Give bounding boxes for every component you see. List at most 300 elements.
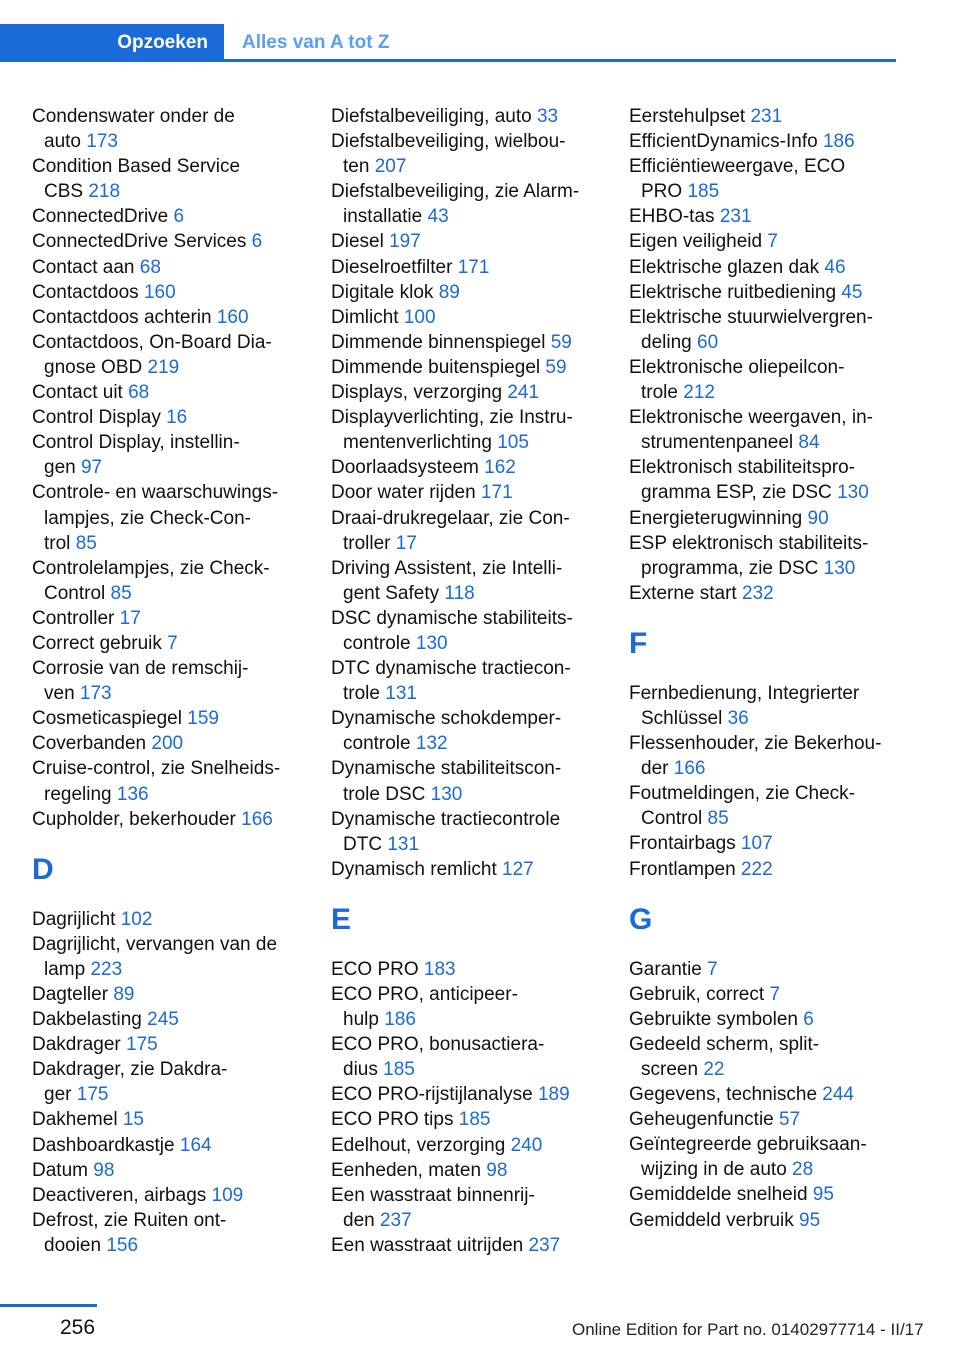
entry-line — [629, 1009, 814, 1030]
index-entry — [629, 255, 909, 280]
page-reference-link[interactable]: 162 — [484, 457, 516, 479]
entry-line — [331, 1235, 560, 1256]
index-entry — [32, 1107, 312, 1132]
entry-line — [32, 1233, 312, 1258]
entry-line — [32, 531, 312, 556]
entry-line — [32, 1034, 158, 1055]
entry-continuation: den — [343, 1209, 375, 1231]
entry-line — [32, 608, 141, 629]
index-entry — [32, 330, 312, 380]
entry-continuation: trole — [641, 382, 678, 404]
index-entry — [629, 506, 909, 531]
page-reference-link[interactable]: 105 — [497, 432, 529, 454]
entry-line — [331, 231, 421, 252]
entry-continuation: gent Safety — [343, 582, 440, 604]
entry-line — [331, 1160, 507, 1181]
page-reference-link[interactable]: 189 — [537, 1084, 570, 1106]
entry-line — [32, 1185, 243, 1206]
entry-term: Defrost, zie Ruiten ont- — [32, 1209, 227, 1231]
page-reference-link[interactable]: 186 — [822, 131, 855, 153]
entry-line — [331, 382, 539, 403]
entry-continuation: DTC — [343, 833, 383, 855]
entry-line — [32, 455, 312, 480]
entry-term: Energieterugwinning — [629, 507, 803, 529]
entry-term: Gedeeld scherm, split- — [629, 1033, 820, 1055]
page-reference-link[interactable]: 28 — [792, 1159, 814, 1181]
entry-line — [629, 756, 909, 781]
entry-term: EHBO-tas — [629, 206, 715, 228]
page-number: 256 — [60, 1316, 96, 1339]
entry-term: Elektrische glazen dak — [629, 256, 820, 278]
index-entry — [629, 229, 909, 254]
page-reference-link[interactable]: 59 — [550, 331, 572, 353]
entry-line — [331, 531, 611, 556]
index-entry — [331, 556, 611, 606]
entry-line — [32, 708, 219, 729]
page-reference-link[interactable]: 222 — [740, 858, 773, 880]
tab-alles-label: Alles van A tot Z — [242, 32, 390, 53]
footer-edition: Online Edition for Part no. 01402977714 - II/17 — [572, 1320, 924, 1339]
entry-line — [629, 1057, 909, 1082]
page-reference-link[interactable]: 173 — [79, 683, 112, 705]
entry-term: Dynamisch remlicht — [331, 858, 497, 880]
index-column-2 — [331, 104, 611, 1258]
page-reference-link[interactable]: 241 — [507, 382, 540, 404]
entry-line — [32, 957, 312, 982]
page-reference-link[interactable]: 85 — [707, 808, 729, 830]
page-reference-link[interactable]: 118 — [444, 582, 475, 604]
page-reference-link[interactable]: 97 — [80, 457, 103, 479]
entry-term: Dimmende binnenspiegel — [331, 331, 546, 353]
page-reference-link[interactable]: 166 — [241, 808, 273, 830]
entry-term: Dynamische tractiecontrole — [331, 808, 561, 830]
page-reference-link[interactable]: 7 — [707, 958, 718, 980]
entry-line — [331, 482, 513, 503]
entry-term: Diefstalbeveiliging, auto — [331, 106, 532, 127]
entry-line — [331, 204, 611, 229]
entry-term: Gegevens, technische — [629, 1084, 818, 1106]
index-entry — [32, 430, 312, 480]
page-reference-link[interactable]: 43 — [427, 206, 449, 228]
index-entry — [331, 656, 611, 706]
entry-term: Dashboardkastje — [32, 1134, 175, 1156]
page-reference-link[interactable]: 231 — [750, 106, 783, 127]
entry-line — [32, 1160, 114, 1181]
entry-continuation: strumentenpaneel — [641, 432, 794, 454]
index-entry — [32, 305, 312, 330]
page-reference-link[interactable]: 98 — [486, 1159, 508, 1181]
entry-term: Een wasstraat uitrijden — [331, 1234, 524, 1256]
index-entry — [32, 229, 312, 254]
page-reference-link[interactable]: 185 — [687, 181, 720, 203]
page-reference-link[interactable]: 89 — [438, 281, 460, 303]
page-reference-link[interactable]: 130 — [430, 783, 463, 805]
index-entry — [32, 731, 312, 756]
index-entry — [331, 807, 611, 857]
index-entry — [629, 781, 909, 831]
index-entry — [331, 982, 611, 1032]
entry-line — [629, 380, 909, 405]
entry-line — [331, 1135, 542, 1156]
tab-alles-van-a-tot-z[interactable] — [224, 24, 896, 62]
page-reference-link[interactable]: 68 — [139, 256, 161, 278]
entry-continuation: trole DSC — [343, 783, 426, 805]
tab-opzoeken[interactable] — [0, 24, 224, 62]
page-reference-link[interactable]: 33 — [536, 106, 559, 127]
entry-line — [629, 131, 855, 152]
page-reference-link[interactable]: 15 — [122, 1109, 144, 1131]
entry-continuation: regeling — [44, 783, 112, 805]
entry-term: Elektronische weergaven, in- — [629, 407, 873, 429]
entry-line — [629, 859, 773, 880]
entry-term: Dimlicht — [331, 306, 399, 328]
entry-line — [32, 129, 312, 154]
entry-continuation: programma, zie DSC — [641, 557, 819, 579]
index-entry — [32, 1057, 312, 1107]
entry-term: ECO PRO, bonusactiera- — [331, 1034, 545, 1056]
index-entry — [32, 1032, 312, 1057]
entry-continuation: ten — [343, 156, 370, 178]
entry-line — [32, 231, 262, 252]
index-entry — [331, 330, 611, 355]
entry-line — [331, 681, 611, 706]
index-entry — [331, 1233, 611, 1258]
entry-line — [629, 282, 862, 303]
page-reference-link[interactable]: 219 — [147, 356, 180, 378]
page-reference-link[interactable]: 45 — [841, 281, 863, 303]
entry-line — [629, 430, 909, 455]
entry-continuation: deling — [641, 331, 692, 353]
index-entry — [629, 129, 909, 154]
page-reference-link[interactable]: 132 — [415, 733, 448, 755]
page-reference-link[interactable]: 85 — [110, 582, 132, 604]
entry-line — [629, 833, 773, 854]
entry-term: Elektronische oliepeilcon- — [629, 356, 845, 378]
page-reference-link[interactable]: 59 — [545, 356, 567, 378]
page-reference-link[interactable]: 6 — [173, 206, 185, 228]
page-reference-link[interactable]: 100 — [403, 306, 436, 328]
page-reference-link[interactable]: 136 — [116, 783, 149, 805]
entry-line — [32, 984, 134, 1005]
index-entry — [32, 1133, 312, 1158]
page-reference-link[interactable]: 7 — [767, 231, 778, 253]
entry-line — [629, 330, 909, 355]
page-reference-link[interactable]: 171 — [480, 482, 513, 504]
entry-term: Dagrijlicht — [32, 908, 116, 930]
page-reference-link[interactable]: 237 — [379, 1209, 412, 1231]
entry-term: Dakdrager, zie Dakdra- — [32, 1059, 228, 1081]
entry-term: Fernbedienung, Integrierter — [629, 682, 860, 704]
index-entry — [629, 1208, 909, 1233]
entry-line — [32, 257, 161, 278]
index-entry — [32, 807, 312, 832]
index-entry — [331, 229, 611, 254]
page-reference-link[interactable]: 6 — [251, 231, 263, 253]
index-entry — [331, 104, 611, 129]
entry-term: Gebruik, correct — [629, 983, 765, 1005]
index-entry — [629, 1107, 909, 1132]
entry-term: Displays, verzorging — [331, 382, 503, 404]
index-entry — [331, 506, 611, 556]
entry-term: Eigen veiligheid — [629, 231, 763, 253]
index-entry — [629, 1182, 909, 1207]
page-reference-link[interactable]: 17 — [395, 532, 417, 554]
entry-term: Edelhout, verzorging — [331, 1134, 506, 1156]
page-reference-link[interactable]: 84 — [798, 432, 820, 454]
index-entry — [32, 204, 312, 229]
page-reference-link[interactable]: 185 — [458, 1109, 491, 1131]
index-entry — [629, 455, 909, 505]
entry-line — [629, 583, 774, 604]
index-entry — [629, 405, 909, 455]
index-entry — [32, 982, 312, 1007]
index-entry — [32, 631, 312, 656]
entry-line — [629, 179, 909, 204]
page-reference-link[interactable]: 166 — [673, 758, 706, 780]
entry-term: Displayverlichting, zie Instru- — [331, 407, 573, 429]
page-reference-link[interactable]: 127 — [502, 858, 534, 880]
page-reference-link[interactable]: 90 — [807, 507, 829, 529]
page-reference-link[interactable]: 130 — [823, 557, 856, 579]
entry-line — [331, 731, 611, 756]
entry-term: ECO PRO-rijstijlanalyse — [331, 1084, 533, 1106]
page-reference-link[interactable]: 237 — [528, 1234, 561, 1256]
entry-continuation: wijzing in de auto — [641, 1159, 787, 1181]
entry-continuation: lampjes, zie Check-Con- — [44, 507, 251, 529]
entry-term: ECO PRO, anticipeer- — [331, 984, 518, 1005]
page-reference-link[interactable]: 130 — [415, 632, 448, 654]
page-reference-link[interactable]: 7 — [769, 983, 781, 1005]
index-entry — [32, 154, 312, 204]
page-reference-link[interactable]: 7 — [167, 632, 178, 654]
page-reference-link[interactable]: 160 — [216, 306, 249, 328]
entry-line — [331, 282, 460, 303]
entry-continuation: lamp — [44, 958, 86, 980]
entry-line — [32, 206, 184, 227]
entry-term: Deactiveren, airbags — [32, 1184, 207, 1206]
index-entry — [629, 531, 909, 581]
entry-continuation: gen — [44, 457, 76, 479]
entry-continuation: controle — [343, 733, 411, 755]
index-entry — [629, 831, 909, 856]
page-reference-link[interactable]: 185 — [383, 1059, 415, 1081]
entry-term: Dakdrager — [32, 1034, 121, 1056]
entry-line — [331, 1109, 490, 1130]
entry-term: Garantie — [629, 958, 702, 980]
entry-term: Dagrijlicht, vervangen van de — [32, 933, 278, 955]
index-column-3 — [629, 104, 909, 1233]
entry-term: DTC dynamische tractiecon- — [331, 658, 571, 680]
section-letter: E — [331, 902, 352, 936]
entry-line — [32, 382, 149, 403]
index-entry — [32, 606, 312, 631]
page-reference-link[interactable]: 160 — [143, 281, 176, 303]
index-entry — [629, 355, 909, 405]
index-entry — [629, 280, 909, 305]
entry-line — [629, 556, 909, 581]
entry-term: Flessenhouder, zie Bekerhou- — [629, 733, 882, 755]
entry-continuation: installatie — [343, 206, 423, 228]
entry-line — [32, 179, 312, 204]
entry-continuation: dius — [343, 1059, 378, 1081]
page-reference-link[interactable]: 98 — [93, 1159, 115, 1181]
entry-term: Diefstalbeveiliging, wielbou- — [331, 131, 566, 153]
page-reference-link[interactable]: 36 — [727, 707, 749, 729]
page-reference-link[interactable]: 60 — [697, 331, 719, 353]
page-reference-link[interactable]: 159 — [187, 708, 219, 730]
page-reference-link[interactable]: 183 — [423, 958, 456, 980]
page-reference-link[interactable]: 171 — [457, 256, 490, 278]
entry-line — [629, 257, 846, 278]
index-entry — [629, 731, 909, 781]
entry-line — [32, 909, 152, 930]
section-letter: G — [629, 902, 653, 936]
entry-term: Dakhemel — [32, 1109, 118, 1131]
index-entry — [331, 1183, 611, 1233]
page-reference-link[interactable]: 131 — [385, 683, 417, 705]
page-reference-link[interactable]: 244 — [822, 1084, 854, 1106]
page-reference-link[interactable]: 231 — [719, 206, 752, 228]
index-entry — [32, 1158, 312, 1183]
index-entry — [32, 104, 312, 154]
entry-continuation: auto — [44, 131, 81, 153]
entry-continuation: hulp — [343, 1009, 379, 1031]
page-reference-link[interactable]: 22 — [703, 1059, 725, 1080]
entry-term: Dieselroetfilter — [331, 256, 453, 278]
entry-term: Gemiddeld verbruik — [629, 1209, 794, 1231]
page-reference-link[interactable]: 89 — [113, 984, 135, 1005]
page-reference-link[interactable]: 175 — [76, 1084, 109, 1106]
entry-continuation: gnose OBD — [44, 356, 143, 378]
entry-term: Corrosie van de remschij- — [32, 658, 249, 680]
page-reference-link[interactable]: 200 — [151, 733, 184, 755]
page-reference-link[interactable]: 156 — [106, 1234, 139, 1256]
index-entry — [32, 405, 312, 430]
entry-continuation: PRO — [641, 181, 683, 203]
entry-term: Driving Assistent, zie Intelli- — [331, 557, 563, 579]
entry-term: Dynamische schokdemper- — [331, 708, 562, 730]
entry-term: ConnectedDrive Services — [32, 231, 247, 253]
entry-line — [32, 581, 312, 606]
index-entry — [331, 1032, 611, 1082]
entry-continuation: der — [641, 758, 669, 780]
entry-line — [331, 1057, 611, 1082]
entry-term: Contact uit — [32, 382, 123, 404]
entry-line — [331, 959, 456, 980]
index-entry — [32, 932, 312, 982]
index-entry — [629, 957, 909, 982]
page-reference-link[interactable]: 68 — [128, 382, 150, 404]
entry-line — [32, 307, 249, 328]
entry-term: Dagteller — [32, 984, 109, 1005]
entry-line — [629, 1157, 909, 1182]
index-entry — [331, 706, 611, 756]
entry-line — [629, 480, 909, 505]
entry-line — [331, 859, 534, 880]
entry-line — [629, 206, 752, 227]
page-reference-link[interactable]: 245 — [147, 1009, 179, 1031]
index-entry — [629, 1032, 909, 1082]
entry-line — [331, 1007, 611, 1032]
page-reference-link[interactable]: 173 — [86, 131, 118, 153]
entry-continuation: trole — [343, 683, 380, 705]
page-reference-link[interactable]: 95 — [799, 1209, 821, 1231]
index-entry — [32, 1007, 312, 1032]
page-reference-link[interactable]: 95 — [812, 1184, 834, 1206]
page-reference-link[interactable]: 57 — [779, 1109, 801, 1131]
page-reference-link[interactable]: 102 — [120, 908, 153, 930]
page-reference-link[interactable]: 17 — [119, 607, 141, 629]
index-entry — [629, 982, 909, 1007]
page-reference-link[interactable]: 164 — [179, 1134, 212, 1156]
entry-line — [629, 1184, 834, 1205]
page-reference-link[interactable]: 240 — [510, 1134, 543, 1156]
index-entry — [331, 129, 611, 179]
page-reference-link[interactable]: 46 — [824, 256, 846, 278]
entry-term: Externe start — [629, 582, 737, 604]
entry-term: Gemiddelde snelheid — [629, 1184, 808, 1206]
entry-term: Gebruikte symbolen — [629, 1008, 798, 1030]
page-reference-link[interactable]: 218 — [88, 181, 121, 203]
entry-continuation: ger — [44, 1084, 72, 1106]
entry-line — [331, 332, 572, 353]
entry-term: Dakbelasting — [32, 1009, 142, 1031]
page-reference-link[interactable]: 232 — [742, 582, 774, 604]
page-reference-link[interactable]: 109 — [211, 1184, 244, 1206]
page-reference-link[interactable]: 186 — [384, 1009, 416, 1031]
tab-opzoeken-label: Opzoeken — [117, 32, 208, 53]
entry-term: Contactdoos — [32, 281, 139, 303]
entry-continuation: mentenverlichting — [343, 432, 492, 454]
page-reference-link[interactable]: 207 — [374, 156, 407, 178]
index-column-1 — [32, 104, 312, 1258]
index-entry — [32, 480, 312, 555]
entry-term: Doorlaadsysteem — [331, 457, 479, 479]
entry-term: Elektrische ruitbediening — [629, 281, 837, 303]
page-reference-link[interactable]: 223 — [90, 958, 123, 980]
page-reference-link[interactable]: 131 — [387, 833, 420, 855]
page-reference-link[interactable]: 197 — [389, 231, 421, 253]
page-reference-link[interactable]: 130 — [837, 482, 869, 504]
index-entry — [629, 154, 909, 204]
page-reference-link[interactable]: 212 — [683, 382, 715, 404]
index-entry — [629, 1082, 909, 1107]
entry-line — [331, 631, 611, 656]
entry-line — [629, 231, 778, 252]
page-reference-link[interactable]: 107 — [740, 833, 773, 855]
index-entry — [629, 104, 909, 129]
page-reference-link[interactable]: 175 — [126, 1034, 158, 1056]
entry-line — [32, 1109, 144, 1130]
index-entry — [629, 857, 909, 882]
entry-term: Contactdoos achterin — [32, 306, 212, 328]
entry-line — [32, 733, 183, 754]
entry-line — [331, 457, 516, 478]
entry-line — [32, 809, 273, 830]
entry-line — [331, 581, 611, 606]
page-reference-link[interactable]: 85 — [75, 532, 97, 554]
index-entry — [629, 581, 909, 606]
index-entry — [32, 380, 312, 405]
entry-line — [331, 430, 611, 455]
entry-continuation: dooien — [44, 1234, 102, 1256]
entry-term: Correct gebruik — [32, 632, 162, 654]
index-entry — [331, 255, 611, 280]
page-reference-link[interactable]: 6 — [803, 1008, 814, 1030]
index-entry — [32, 1208, 312, 1258]
page-reference-link[interactable]: 16 — [166, 407, 188, 429]
entry-term: Control Display, instellin- — [32, 432, 240, 454]
